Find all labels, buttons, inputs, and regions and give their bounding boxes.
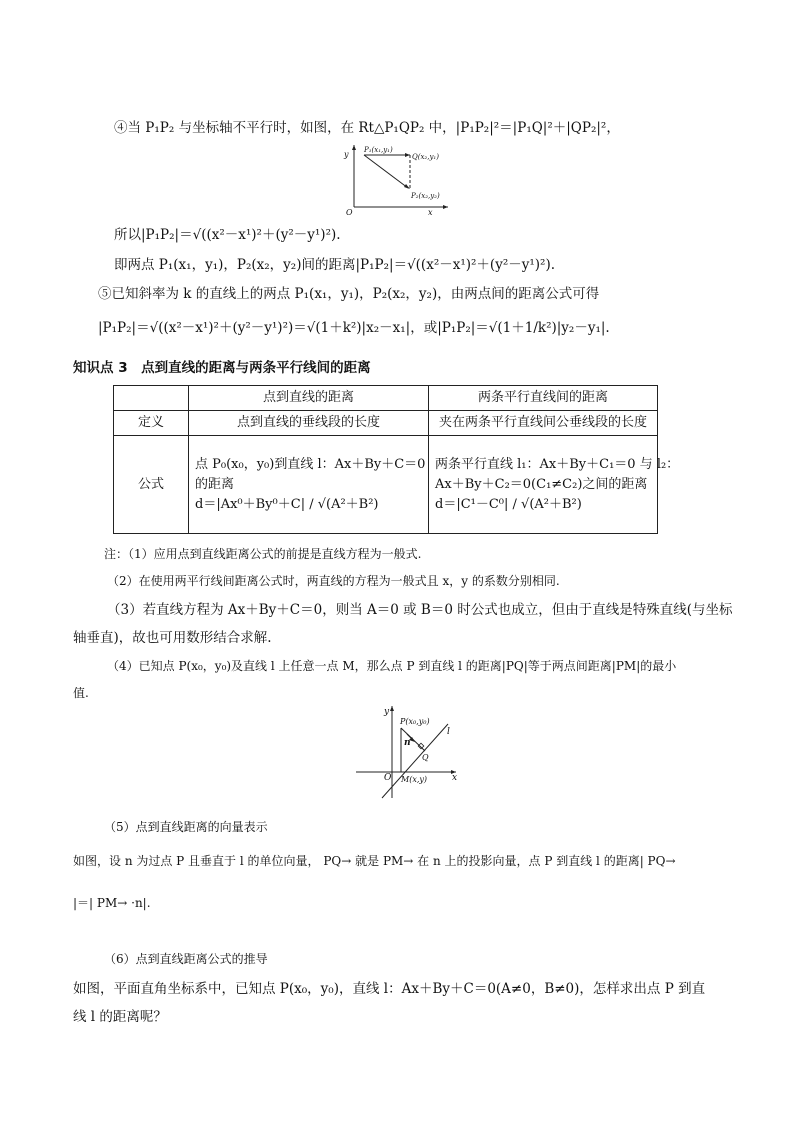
- fig2-x-label: x: [452, 773, 458, 783]
- table-cell-definition-point-line: 点到直线的垂线段的长度: [189, 411, 429, 436]
- formula-point-line-3: d＝|Ax⁰＋By⁰＋C| / √(A²＋B²): [195, 496, 379, 512]
- fig2-y-label: y: [384, 707, 390, 717]
- table-cell-definition-label: 定义: [114, 411, 189, 436]
- note-5-title: （5）点到直线距离的向量表示: [104, 820, 268, 834]
- note-4b: 值.: [73, 686, 89, 700]
- fig1-q-label: Q(x₂,y₁): [412, 153, 439, 161]
- item4-so: 所以|P₁P₂|＝√((x²－x¹)²＋(y²－y¹)²).: [114, 227, 341, 243]
- formula-parallel-3: d＝|C¹－C⁰| / √(A²＋B²): [435, 496, 582, 512]
- figure-point-to-line: [352, 702, 464, 802]
- fig1-x-label: x: [428, 208, 433, 217]
- section-heading-3: 知识点 3 点到直线的距离与两条平行线间的距离: [73, 360, 371, 376]
- table-cell-formula-point-line: [189, 436, 429, 534]
- note-1: 注：（1）应用点到直线距离公式的前提是直线方程为一般式.: [104, 547, 422, 561]
- fig1-y-label: y: [344, 150, 349, 159]
- table-cell-definition-parallel: 夹在两条平行直线间公垂线段的长度: [429, 411, 658, 436]
- fig2-m-label: M(x,y): [401, 775, 428, 784]
- formula-parallel-2: Ax＋By＋C₂＝0(C₁≠C₂)之间的距离: [435, 476, 648, 492]
- note-3b: 轴垂直)，故也可用数形结合求解.: [73, 630, 272, 646]
- formula-point-line-1: 点 P₀(x₀，y₀)到直线 l：Ax＋By＋C＝0: [195, 456, 426, 472]
- note-2: （2）在使用两平行线间距离公式时，两直线的方程为一般式且 x，y 的系数分别相同.: [107, 574, 560, 588]
- note-6b: 线 l 的距离呢？: [73, 1009, 167, 1025]
- fig1-origin-label: O: [346, 208, 353, 217]
- note-4a: （4）已知点 P(x₀，y₀)及直线 l 上任意一点 M，那么点 P 到直线 l 的距离|PQ|等于两点间距离|PM|的最小: [107, 659, 677, 673]
- item4-two-points: 即两点 P₁(x₁，y₁)，P₂(x₂，y₂)间的距离|P₁P₂|＝√((x²－x¹)²＋(y²－y¹)²).: [114, 257, 556, 273]
- fig2-origin-label: O: [384, 773, 392, 783]
- table-header-parallel: 两条平行直线间的距离: [429, 386, 658, 411]
- figure-two-point-distance: [340, 143, 460, 218]
- note-6-title: （6）点到直线距离公式的推导: [104, 952, 268, 966]
- distance-formula-table: [113, 385, 680, 534]
- item5-formula: |P₁P₂|＝√((x²－x¹)²＋(y²－y¹)²)＝√(1＋k²)|x₂－x₁|，或|P₁P₂|＝√(1＋1/k²)|y₂－y₁|.: [98, 320, 610, 336]
- formula-parallel-1: 两条平行直线 l₁：Ax＋By＋C₁＝0 与 l₂：: [435, 456, 680, 472]
- table-cell-formula-parallel: [429, 436, 680, 534]
- note-5b: |＝| PM→ ·n|.: [73, 896, 151, 910]
- table-cell-formula-label: 公式: [114, 436, 189, 534]
- fig2-q-label: Q: [422, 753, 429, 762]
- table-row-definition: [114, 411, 658, 436]
- note-6a: 如图，平面直角坐标系中，已知点 P(x₀，y₀)，直线 l：Ax＋By＋C＝0(A≠0，B≠0)，怎样求出点 P 到直: [73, 981, 706, 997]
- fig1-p1-label: P₁(x₁,y₁): [364, 146, 393, 154]
- note-5a: 如图，设 n 为过点 P 且垂直于 l 的单位向量， PQ→ 就是 PM→ 在 n 上的投影向量，点 P 到直线 l 的距离| PQ→: [73, 854, 676, 868]
- fig1-p2-label: P₂(x₂,y₂): [411, 192, 440, 200]
- table-header-point-line: 点到直线的距离: [189, 386, 429, 411]
- fig2-p-label: P(x₀,y₀): [400, 717, 430, 726]
- item5-text: ⑤已知斜率为 k 的直线上的两点 P₁(x₁，y₁)，P₂(x₂，y₂)，由两点间的距离公式可得: [98, 286, 600, 302]
- table-header-row: [114, 386, 658, 411]
- table-header-empty: [114, 386, 189, 411]
- fig2-n-label: n: [404, 738, 411, 748]
- formula-point-line-2: 的距离: [195, 476, 235, 492]
- note-3a: （3）若直线方程为 Ax＋By＋C＝0，则当 A＝0 或 B＝0 时公式也成立，但由于直线是特殊直线(与坐标: [107, 602, 733, 618]
- fig2-l-label: l: [447, 727, 450, 737]
- item4-text: ④当 P₁P₂ 与坐标轴不平行时，如图，在 Rt△P₁QP₂ 中，|P₁P₂|²＝|P₁Q|²＋|QP₂|²，: [114, 120, 620, 136]
- table-row-formula: [114, 436, 658, 534]
